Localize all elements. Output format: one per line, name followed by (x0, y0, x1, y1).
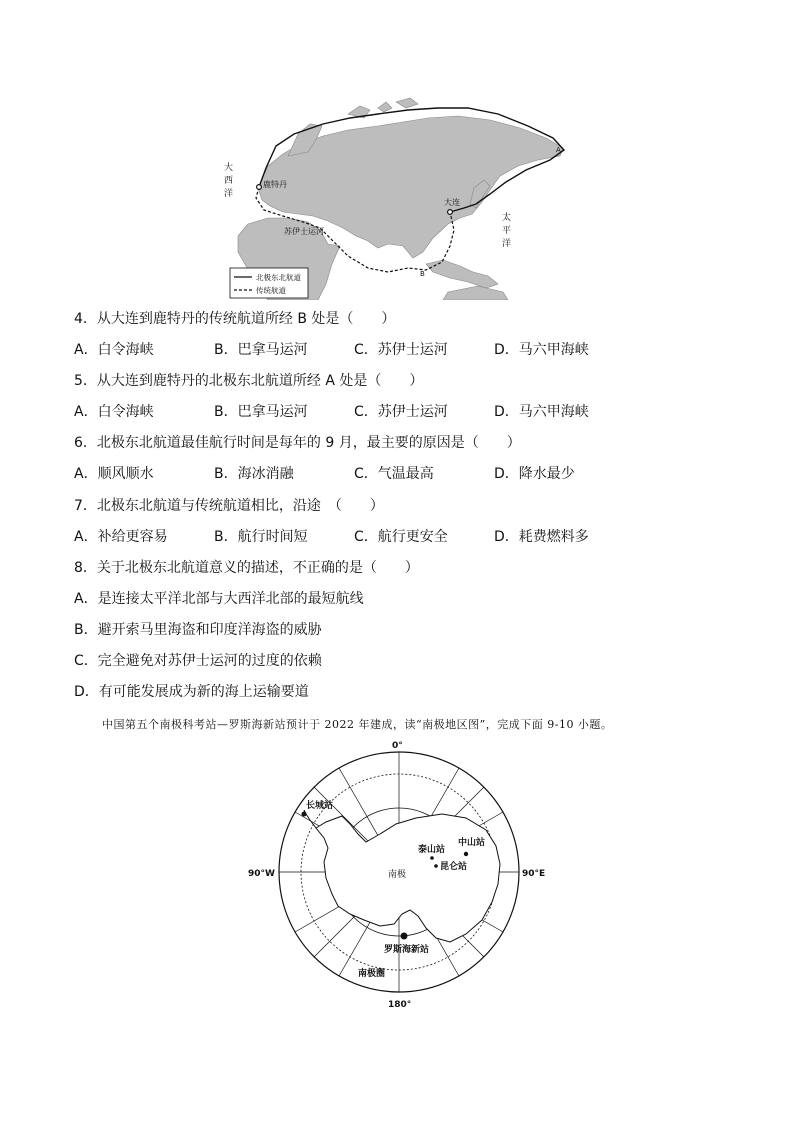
deg180-label: 180° (388, 1000, 412, 1010)
question-8-stem: 8．关于北极东北航道意义的描述，不正确的是（ ） (74, 560, 419, 576)
atlantic-label: 大西洋 (224, 163, 234, 199)
question-7-option-a[interactable]: A．补给更容易 (74, 529, 168, 545)
question-8-option-b[interactable]: B．避开索马里海盗和印度洋海盗的威胁 (74, 622, 322, 638)
question-8-option-d[interactable]: D．有可能发展成为新的海上运输要道 (74, 684, 309, 700)
question-5-stem: 5．从大连到鹿特丹的北极东北航道所经 A 处是（ ） (74, 373, 424, 389)
pacific-label: 太平洋 (502, 213, 512, 249)
question-5-option-b[interactable]: B．巴拿马运河 (214, 404, 308, 420)
question-4-option-b[interactable]: B．巴拿马运河 (214, 342, 308, 358)
rotterdam-label: 鹿特丹 (263, 180, 287, 189)
question-4-option-c[interactable]: C．苏伊士运河 (354, 342, 448, 358)
southeast-asia-islands (426, 260, 498, 288)
dalian-dot (448, 210, 453, 215)
rotterdam-dot (257, 185, 262, 190)
question-5-options (74, 403, 674, 421)
changcheng-station-dot (302, 812, 307, 817)
question-5-option-d[interactable]: D．马六甲海峡 (494, 404, 589, 420)
question-8-option-a[interactable]: A．是连接太平洋北部与大西洋北部的最短航线 (74, 591, 364, 607)
northeast-passage-map (228, 96, 568, 300)
zhongshan-station-dot (464, 852, 468, 856)
question-7-option-d[interactable]: D．耗费燃料多 (494, 529, 589, 545)
question-6-option-b[interactable]: B．海冰消融 (214, 466, 294, 482)
question-4-options (74, 341, 674, 359)
rosshai-label: 罗斯海新站 (384, 945, 430, 955)
w90-label: 90°W (248, 869, 275, 879)
question-6-stem: 6．北极东北航道最佳航行时间是每年的 9 月，最主要的原因是（ ） (74, 435, 521, 451)
zhongshan-label: 中山站 (458, 838, 486, 848)
question-6-option-a[interactable]: A．顺风顺水 (74, 466, 154, 482)
question-7-option-b[interactable]: B．航行时间短 (214, 529, 308, 545)
legend-arctic-route-label: 北极东北航道 (256, 273, 301, 282)
question-4-stem: 4．从大连到鹿特丹的传统航道所经 B 处是（ ） (74, 311, 396, 327)
suez-label: 苏伊士运河 (284, 227, 324, 236)
question-8-option-c[interactable]: C．完全避免对苏伊士运河的过度的依赖 (74, 653, 322, 669)
question-6-option-c[interactable]: C．气温最高 (354, 466, 434, 482)
question-4-option-d[interactable]: D．马六甲海峡 (494, 342, 589, 358)
kunlun-label: 昆仑站 (440, 862, 468, 872)
question-7-options (74, 528, 674, 546)
kunlun-station-dot (434, 864, 438, 868)
question-7-option-c[interactable]: C．航行更安全 (354, 529, 448, 545)
south-pole-label: 南极 (388, 870, 407, 880)
question-7-stem: 7．北极东北航道与传统航道相比，沿途 （ ） (74, 498, 384, 514)
arctic-islands (348, 98, 418, 118)
taishan-label: 泰山站 (418, 845, 446, 855)
legend-traditional-route-label: 传统航道 (256, 286, 286, 295)
antarctica-coastline (316, 814, 500, 942)
taishan-station-dot (430, 856, 434, 860)
dalian-label: 大连 (444, 198, 460, 207)
point-b-label: B (420, 270, 425, 278)
question-6-option-d[interactable]: D．降水最少 (494, 466, 575, 482)
question-6-options (74, 465, 674, 483)
zero-degree-label: 0° (392, 741, 403, 751)
section-intro-text: 中国第五个南极科考站—罗斯海新站预计于 2022 年建成，读“南极地区图”，完成下面 9-10 小题。 (102, 718, 613, 731)
e90-label: 90°E (522, 869, 546, 879)
rosshai-station-dot (401, 933, 408, 940)
question-5-option-c[interactable]: C．苏伊士运河 (354, 404, 448, 420)
antarctica-map (246, 738, 552, 1010)
antarctic-circle-label: 南极圈 (358, 969, 386, 979)
changcheng-label: 长城站 (306, 801, 334, 811)
question-5-option-a[interactable]: A．白令海峡 (74, 404, 154, 420)
australia-edge (443, 286, 508, 300)
question-4-option-a[interactable]: A．白令海峡 (74, 342, 154, 358)
point-a-label: A (556, 146, 561, 154)
